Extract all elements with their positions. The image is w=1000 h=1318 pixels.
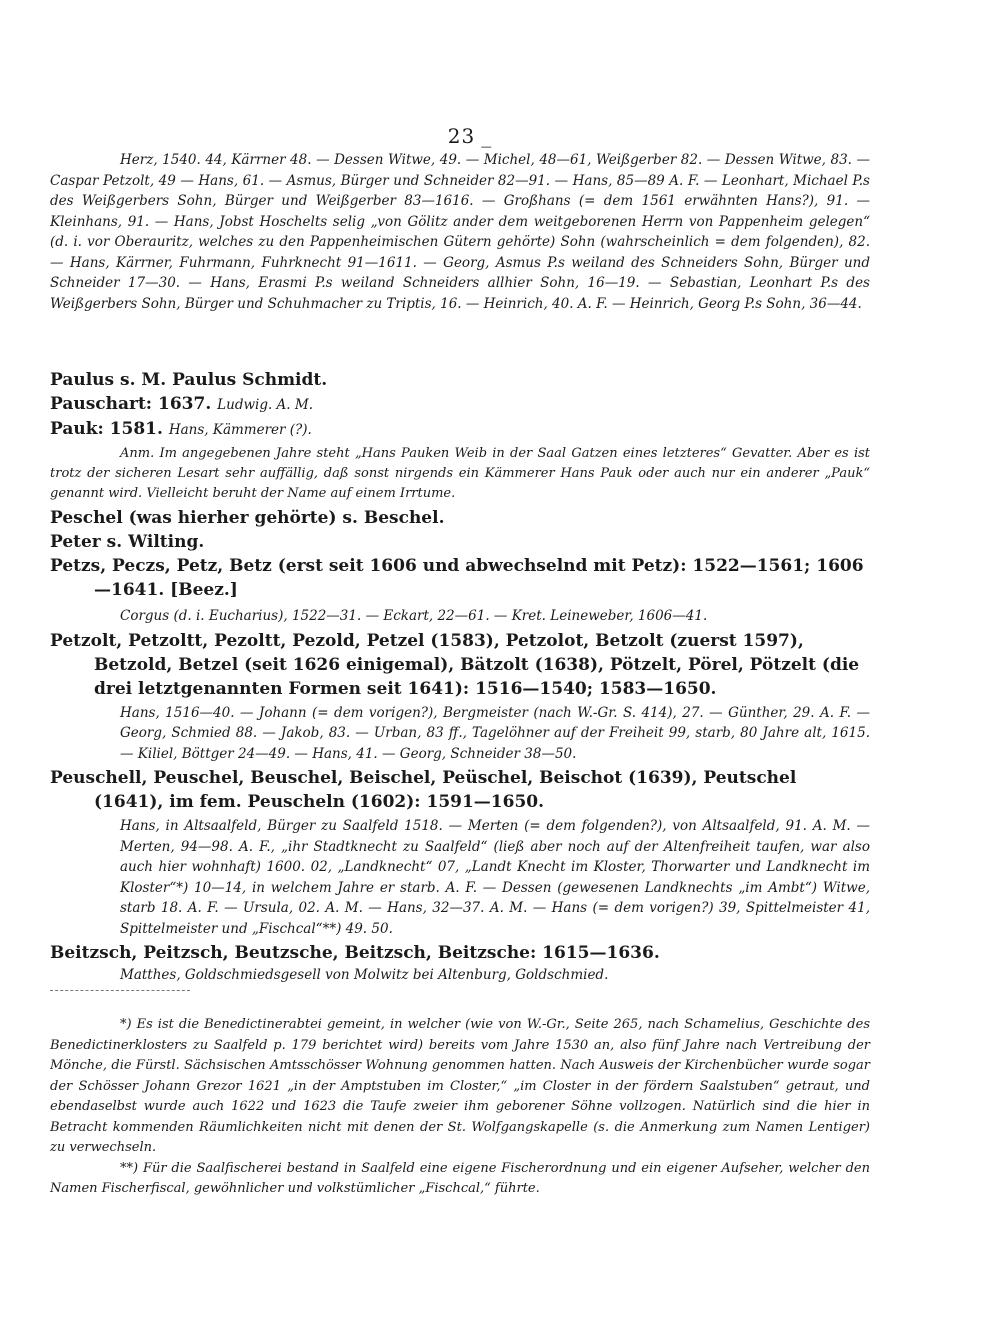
- intro-paragraph-block: [50, 150, 870, 314]
- entry-petzolt: Petzolt, Petzoltt, Pezoltt, Pezold, Petzel (1583), Petzolot, Betzolt (zuerst 1597), Betzold, Betzel (seit 1626 einigemal), Bätzolt (1638), Pötzelt, Pörel, Pötzelt (die drei letztgenannten Formen seit 1641): 1516—1540; 1583—1650.: [50, 630, 860, 699]
- intro-paragraph: Herz, 1540. 44, Kärrner 48. — Dessen Witwe, 49. — Michel, 48—61, Weißgerber 82. — Dessen Witwe, 83. — Caspar Petzolt, 49 — Hans, 61. — Asmus, Bürger und Schneider 82—91. — Hans, 85—89 A. F. — Leonhart, Michael P.s des Weißgerbers Sohn, Bürger und Weißgerber 83—1616. — Großhans (= dem 1561 erwähnten Hans?), 91. — Kleinhans, 91. — Hans, Jobst Hoschelts selig „von Gölitz ander dem weitgeborenen Herrn von Pappenheim gelegen“ (d. i. vor Oberauritz, welches zu den Pappenheimischen Gütern gehörte) Sohn (wahrscheinlich = dem folgenden), 82. — Hans, Kärrner, Fuhrmann, Fuhrknecht 91—1611. — Georg, Asmus P.s weiland des Schneiders Sohn, Bürger und Schneider 17—30. — Hans, Erasmi P.s weiland Schneiders allhier Sohn, 16—19. — Sebastian, Leonhart P.s des Weißgerbers Sohn, Bürger und Schuhmacher zu Triptis, 16. — Heinrich, 40. A. F. — Heinrich, Georg P.s Sohn, 36—44.: [50, 152, 870, 312]
- footnotes-block: [50, 1015, 870, 1200]
- entry-pauschart: [50, 392, 870, 417]
- entry-pauk-head: Pauk: 1581.: [50, 419, 163, 439]
- entry-petzs: Petzs, Peczs, Petz, Betz (erst seit 1606 und abwechselnd mit Petz): 1522—1561; 1606—1641. [Beez.]: [50, 556, 864, 600]
- page-number: [440, 124, 500, 148]
- page-number-dash: _: [481, 124, 493, 148]
- entry-pauschart-head: Pauschart: 1637.: [50, 394, 212, 414]
- entry-pauk: [50, 417, 870, 442]
- footnote-divider: [50, 990, 190, 991]
- entry-peuschell-details: Hans, in Altsaalfeld, Bürger zu Saalfeld 1518. — Merten (= dem folgenden?), von Altsaalfeld, 91. A. M. — Merten, 94—98. A. F., „ihr Stadtknecht zu Saalfeld“ (ließ aber noch auf der Altenfreiheit taufen, war also auch hier wohnhaft) 1600. 02, „Landknecht“ 07, „Landt Knecht im Kloster, Thorwarter und Landknecht im Kloster“*) 10—14, in welchem Jahre er starb. A. F. — Dessen (gewesenen Landknechts „im Ambt“) Witwe, starb 18. A. F. — Ursula, 02. A. M. — Hans, 32—37. A. M. — Hans (= dem vorigen?) 39, Spittelmeister 41, Spittelmeister und „Fischcal“**) 49. 50.: [120, 818, 870, 937]
- footnote-1: *) Es ist die Benedictinerabtei gemeint, in welcher (wie von W.-Gr., Seite 265, nach Schamelius, Geschichte des Benedictinerklosters zu Saalfeld p. 179 berichtet wird) bereits vom Jahre 1530 an, also fünf Jahre nach Vertreibung der Mönche, die Fürstl. Sächsischen Amtsschösser Wohnung genommen hatten. Nach Ausweis der Kirchenbücher wurde sogar der Schösser Johann Grezor 1621 „in der Amptstuben im Closter,“ „im Closter in der fördern Saalstuben“ getraut, und ebendaselbst wurde auch 1622 und 1623 die Taufe zweier ihm geborener Söhne vollzogen. Natürlich sind die hier in Betracht kommenden Räumlichkeiten nicht mit denen der St. Wolfgangskapelle (s. die Anmerkung zum Namen Lentiger) zu verwechseln.: [50, 1017, 870, 1155]
- entry-beitzsch: Beitzsch, Peitzsch, Beutzsche, Beitzsch, Beitzsche: 1615—1636.: [50, 943, 660, 963]
- entry-peschel: Peschel (was hierher gehörte) s. Beschel.: [50, 508, 445, 528]
- entries-block: [50, 368, 870, 986]
- entry-petzolt-details: Hans, 1516—40. — Johann (= dem vorigen?), Bergmeister (nach W.-Gr. S. 414), 27. — Günther, 29. A. F. — Georg, Schmied 88. — Jakob, 83. — Urban, 83 ff., Tagelöhner auf der Freiheit 99, starb, 80 Jahre alt, 1615. — Kiliel, Böttger 24—49. — Hans, 41. — Georg, Schneider 38—50.: [120, 704, 870, 762]
- entry-petzs-details: Corgus (d. i. Eucharius), 1522—31. — Eckart, 22—61. — Kret. Leineweber, 1606—41.: [120, 608, 708, 624]
- entry-peuschell: Peuschell, Peuschel, Beuschel, Beischel, Peüschel, Beischot (1639), Peutschel (1641), im fem. Peuscheln (1602): 1591—1650.: [50, 768, 797, 812]
- entry-pauschart-tail: Ludwig. A. M.: [217, 397, 314, 413]
- entry-paulus: Paulus s. M. Paulus Schmidt.: [50, 370, 328, 390]
- entry-pauk-note: Anm. Im angegebenen Jahre steht „Hans Pauken Weib in der Saal Gatzen eines letzteres“ Gevatter. Aber es ist trotz der sicheren Lesart sehr auffällig, daß sonst nirgends ein Kämmerer Hans Pauk oder auch nur ein anderer „Pauk“ genannt wird. Vielleicht beruht der Name auf einem Irrtume.: [50, 446, 870, 501]
- entry-beitzsch-details: Matthes, Goldschmiedsgesell von Molwitz bei Altenburg, Goldschmied.: [120, 967, 609, 983]
- entry-pauk-tail: Hans, Kämmerer (?).: [168, 422, 312, 438]
- footnote-2: **) Für die Saalfischerei bestand in Saalfeld eine eigene Fischerordnung und ein eigener Aufseher, welcher den Namen Fischerfiscal, gewöhnlicher und volkstümlicher „Fischcal,“ führte.: [50, 1160, 870, 1196]
- page-number-value: 23: [447, 124, 476, 148]
- entry-peter: Peter s. Wilting.: [50, 532, 205, 552]
